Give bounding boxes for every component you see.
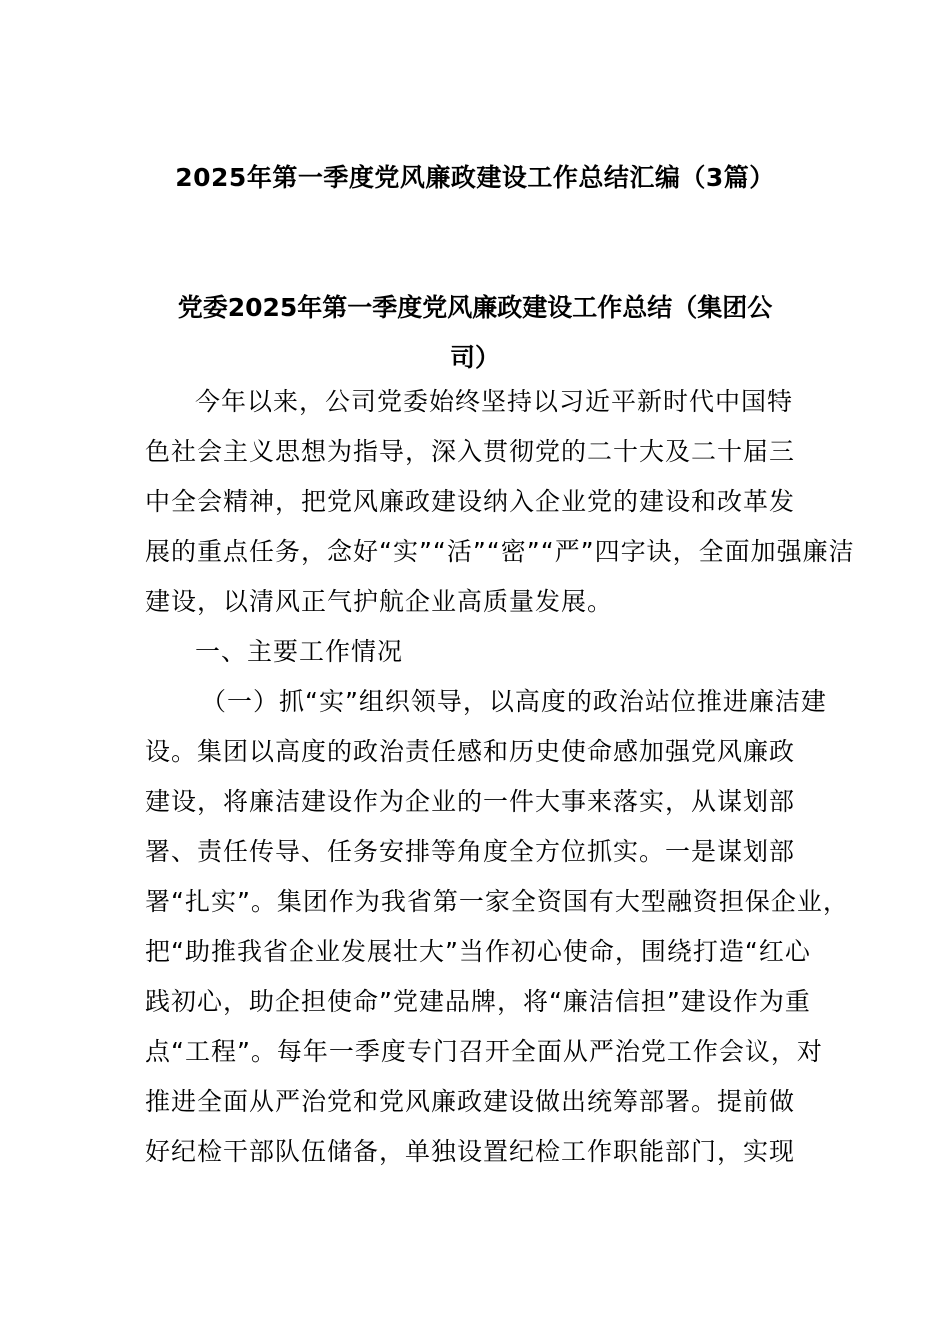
section-title-line: 党委2025年第一季度党风廉政建设工作总结（集团公 xyxy=(177,293,773,322)
paragraph-line: 建设，将廉洁建设作为企业的一件大事来落实，从谋划部 xyxy=(145,787,796,816)
paragraph-line: 署“扎实”。集团作为我省第一家全资国有大型融资担保企业， xyxy=(145,887,849,916)
paragraph-line: 践初心，助企担使命”党建品牌，将“廉洁信担”建设作为重 xyxy=(145,987,811,1016)
paragraph-line: 色社会主义思想为指导，深入贯彻党的二十大及二十届三 xyxy=(145,437,796,466)
paragraph-line: 设。集团以高度的政治责任感和历史使命感加强党风廉政 xyxy=(145,737,796,766)
paragraph-line: 展的重点任务，念好“实”“活”“密”“严”四字诀，全面加强廉洁 xyxy=(145,537,855,566)
main-title: 2025年第一季度党风廉政建设工作总结汇编（3篇） xyxy=(175,163,775,192)
paragraph-line: 建设，以清风正气护航企业高质量发展。 xyxy=(145,587,614,616)
paragraph-line: 推进全面从严治党和党风廉政建设做出统筹部署。提前做 xyxy=(145,1087,796,1116)
paragraph-line: 今年以来，公司党委始终坚持以习近平新时代中国特 xyxy=(195,387,794,416)
section-title-line: 司） xyxy=(449,343,500,372)
paragraph-line: 把“助推我省企业发展壮大”当作初心使命，围绕打造“红心 xyxy=(145,937,811,966)
paragraph-line: 中全会精神，把党风廉政建设纳入企业党的建设和改革发 xyxy=(145,487,796,516)
paragraph-line: （一）抓“实”组织领导，以高度的政治站位推进廉洁建 xyxy=(201,687,827,716)
paragraph-line: 署、责任传导、任务安排等角度全方位抓实。一是谋划部 xyxy=(145,837,796,866)
section-heading: 一、主要工作情况 xyxy=(195,637,404,666)
body-text xyxy=(145,382,855,1182)
section-title xyxy=(150,283,800,383)
paragraph-line: 好纪检干部队伍储备，单独设置纪检工作职能部门，实现 xyxy=(145,1137,796,1166)
paragraph-line: 点“工程”。每年一季度专门召开全面从严治党工作会议，对 xyxy=(145,1037,823,1066)
